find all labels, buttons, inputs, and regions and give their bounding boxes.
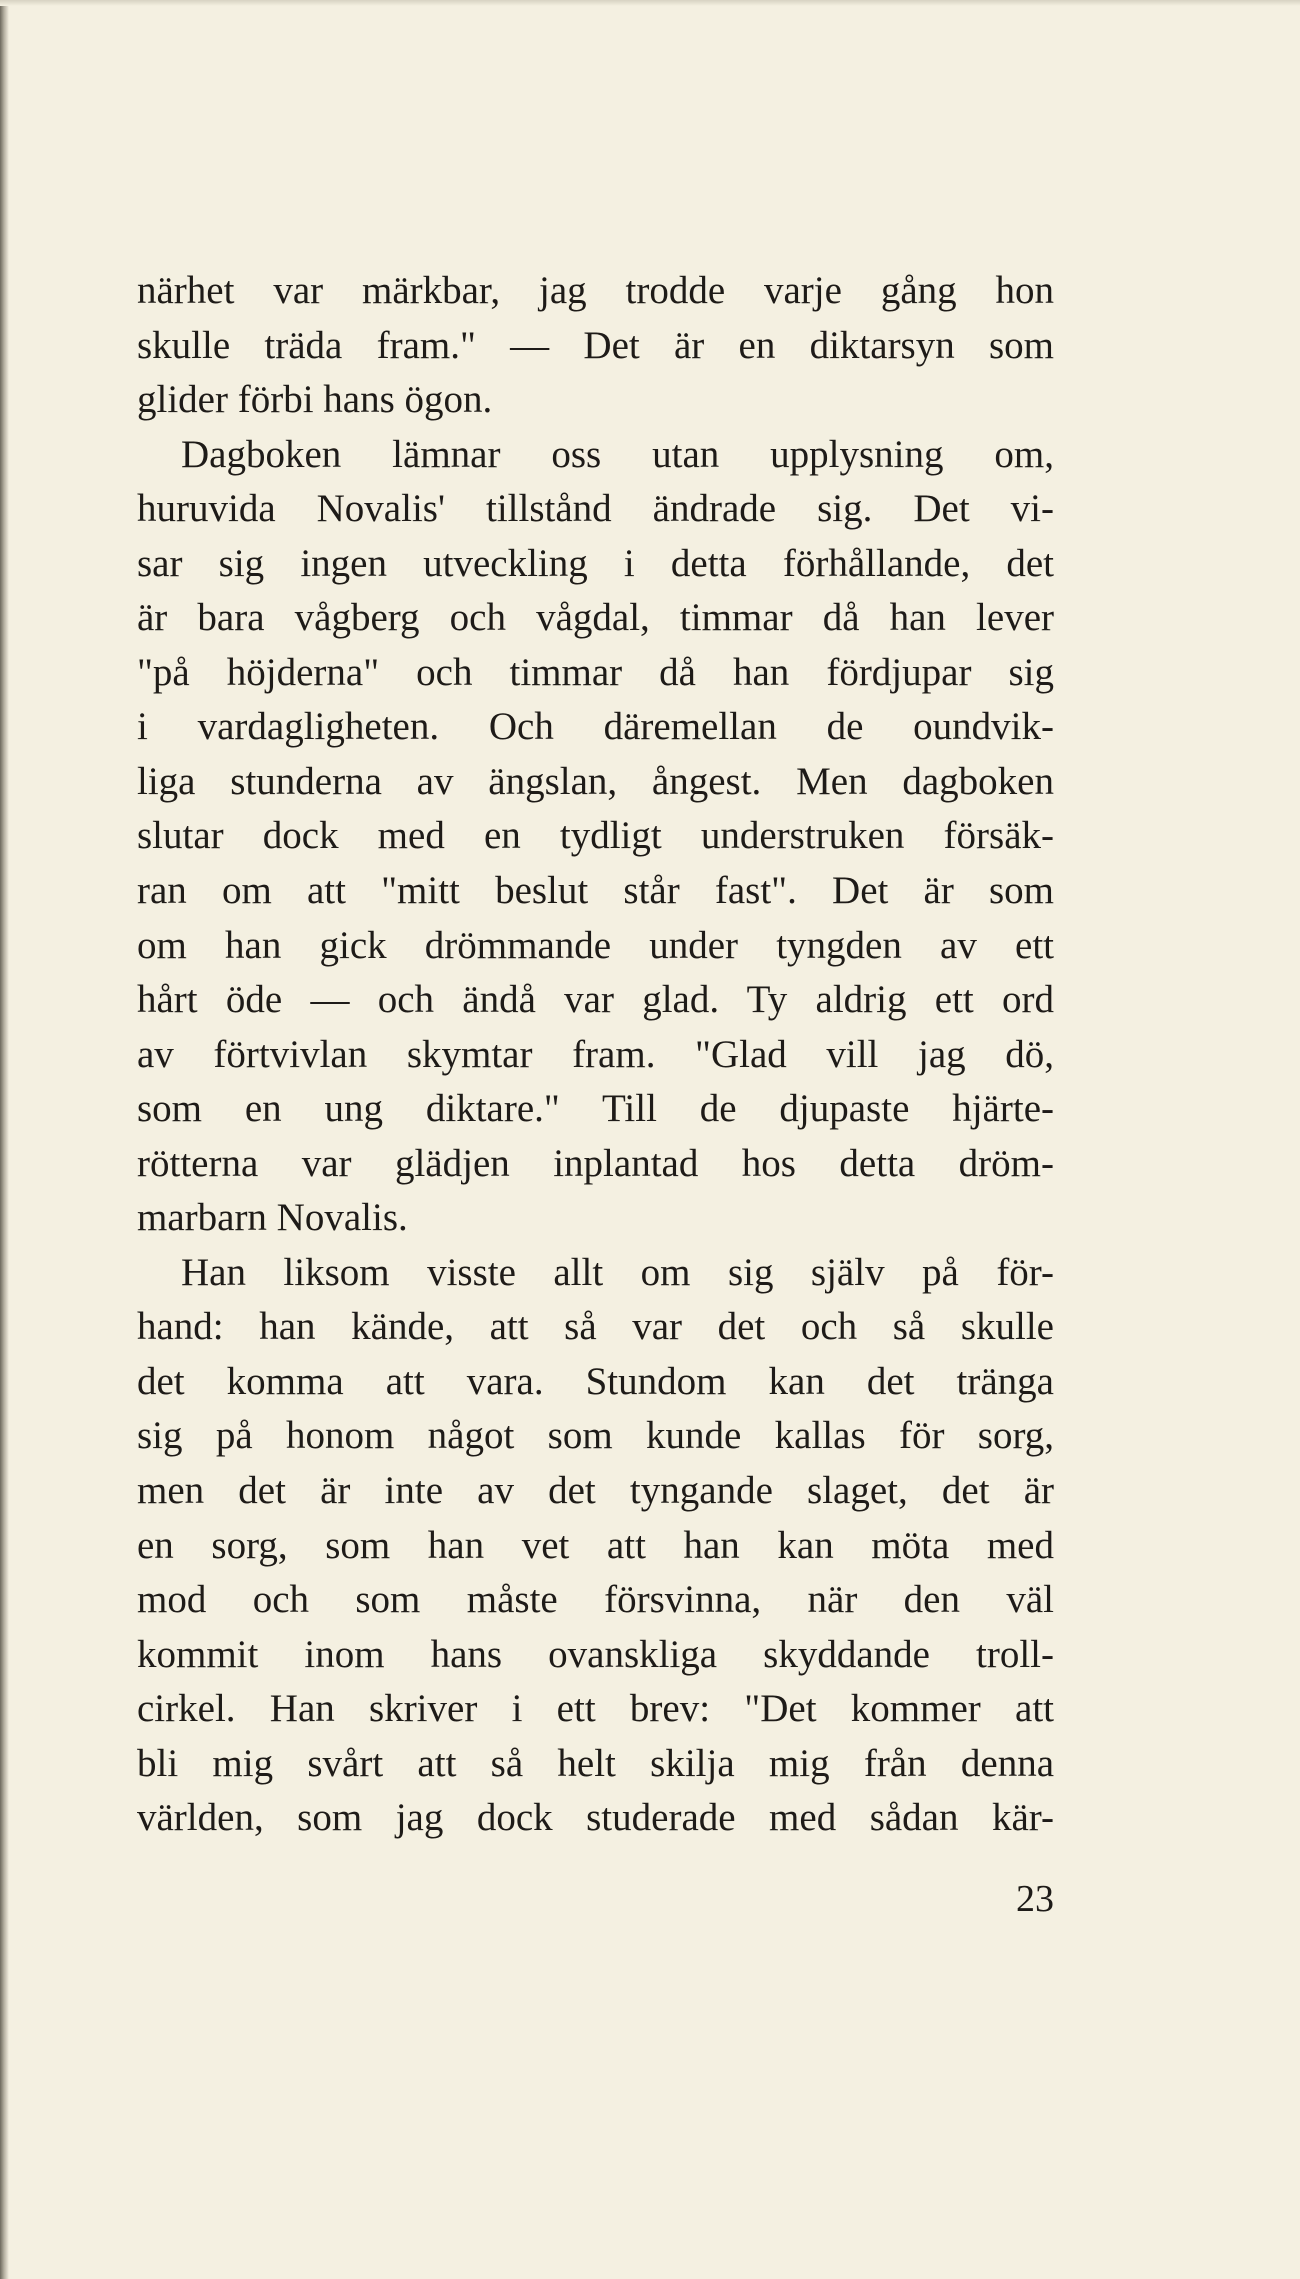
text-line: marbarn Novalis. bbox=[137, 1196, 408, 1240]
text-line: hand: han kände, att så var det och så skulle bbox=[137, 1305, 1054, 1349]
text-line: skulle träda fram." — Det är en diktarsyn som bbox=[137, 323, 1054, 367]
body-text bbox=[137, 264, 1054, 1846]
text-line: glider förbi hans ögon. bbox=[137, 378, 493, 422]
text-line: mod och som måste försvinna, när den väl bbox=[137, 1578, 1054, 1622]
text-line: om han gick drömmande under tyngden av ett bbox=[137, 923, 1054, 967]
text-line: ran om att "mitt beslut står fast". Det är som bbox=[137, 869, 1054, 913]
text-line: cirkel. Han skriver i ett brev: "Det kommer att bbox=[137, 1687, 1054, 1731]
page-number: 23 bbox=[1016, 1878, 1054, 1920]
text-line: världen, som jag dock studerade med sådan kär- bbox=[137, 1796, 1054, 1840]
page-top-edge bbox=[0, 0, 1300, 6]
page-binding-shadow bbox=[0, 0, 9, 2279]
text-line: men det är inte av det tyngande slaget, det är bbox=[137, 1469, 1054, 1513]
text-line: huruvida Novalis' tillstånd ändrade sig. Det vi- bbox=[137, 487, 1054, 531]
text-line: liga stunderna av ängslan, ångest. Men dagboken bbox=[137, 759, 1054, 803]
text-line: närhet var märkbar, jag trodde varje gång hon bbox=[137, 269, 1054, 312]
paragraph-start-line: Han liksom visste allt om sig själv på för- bbox=[181, 1250, 1054, 1294]
text-line: hårt öde — och ändå var glad. Ty aldrig ett ord bbox=[137, 978, 1054, 1022]
text-line: "på höjderna" och timmar då han fördjupar sig bbox=[137, 650, 1054, 694]
text-line: kommit inom hans ovanskliga skyddande troll- bbox=[137, 1632, 1054, 1676]
text-line: som en ung diktare." Till de djupaste hjärte- bbox=[137, 1087, 1054, 1131]
text-line: sig på honom något som kunde kallas för sorg, bbox=[137, 1414, 1054, 1458]
text-line: sar sig ingen utveckling i detta förhållande, det bbox=[137, 541, 1054, 585]
paragraph-start-line: Dagboken lämnar oss utan upplysning om, bbox=[181, 432, 1054, 476]
text-line: är bara vågberg och vågdal, timmar då han lever bbox=[137, 596, 1054, 640]
text-line: i vardagligheten. Och däremellan de oundvik- bbox=[137, 705, 1054, 749]
text-line: av förtvivlan skymtar fram. "Glad vill jag dö, bbox=[137, 1032, 1054, 1076]
text-line: slutar dock med en tydligt understruken försäk- bbox=[137, 814, 1054, 858]
text-line: en sorg, som han vet att han kan möta med bbox=[137, 1523, 1054, 1567]
text-line: bli mig svårt att så helt skilja mig från denna bbox=[137, 1741, 1054, 1785]
text-line: det komma att vara. Stundom kan det tränga bbox=[137, 1359, 1054, 1403]
text-line: rötterna var glädjen inplantad hos detta dröm- bbox=[137, 1141, 1054, 1185]
